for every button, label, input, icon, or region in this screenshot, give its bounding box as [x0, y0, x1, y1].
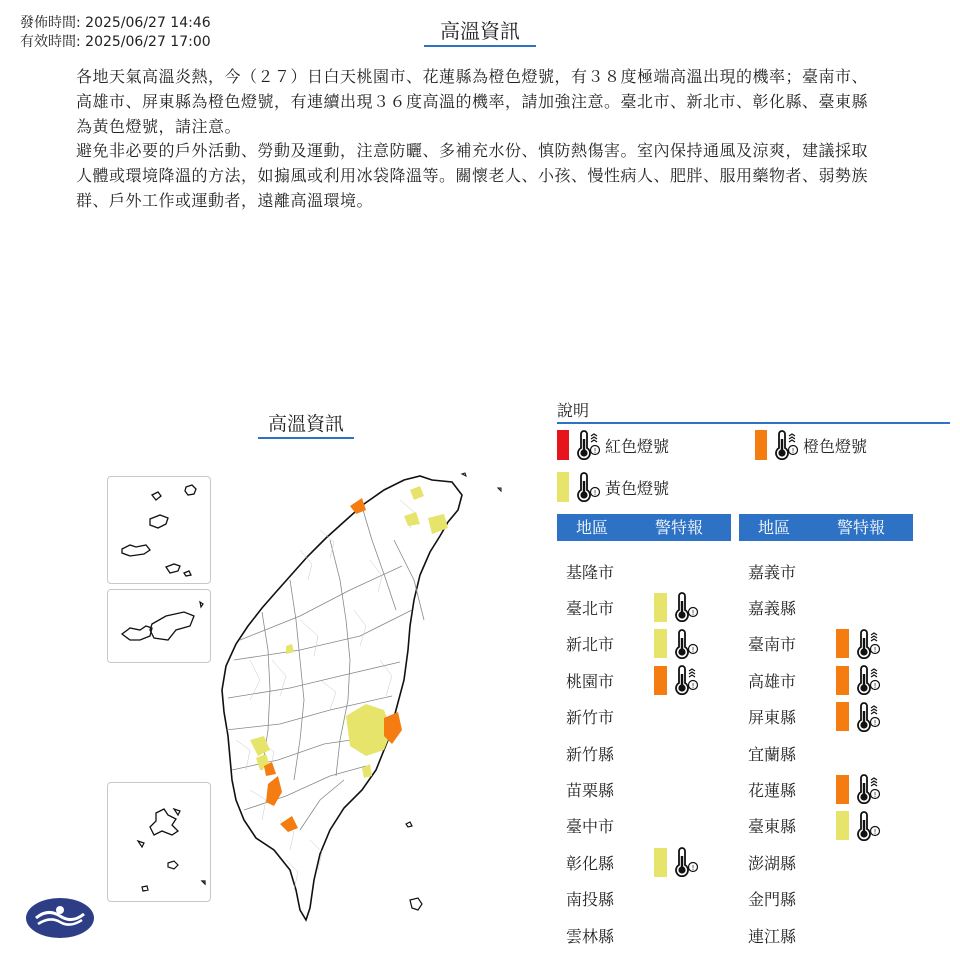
svg-text:!: !	[691, 864, 695, 873]
table-row	[739, 627, 881, 661]
thermometer-high-icon	[853, 702, 881, 732]
thermometer-icon	[573, 472, 601, 502]
orange-swatch	[836, 775, 849, 804]
region-name: 雲林縣	[566, 926, 615, 946]
legend-title: 說明	[557, 401, 590, 420]
table-row	[739, 882, 836, 916]
advisory-paragraph-2: 避免非必要的戶外活動、勞動及運動，注意防曬、多補充水份、慎防熱傷害。室內保持通風及涼爽，建議採取人體或環境降溫的方法，如搧風或利用冰袋降溫等。關懷老人、小孩、慢性病人、肥胖、服用藥物者、弱勢族群、戶外工作或運動者，遠離高溫環境。	[76, 141, 869, 210]
red-swatch	[557, 430, 569, 460]
legend-orange	[755, 430, 867, 460]
issue-time: 發佈時間: 2025/06/27 14:46	[20, 15, 211, 31]
orange-swatch	[836, 629, 849, 658]
table-header-right	[739, 514, 913, 541]
table-row	[739, 809, 881, 843]
region-name: 金門縣	[748, 890, 797, 910]
alert-level-yellow	[654, 847, 699, 877]
header-region: 地區	[575, 518, 608, 537]
alert-level-orange	[836, 665, 881, 695]
svg-text:!: !	[873, 682, 877, 691]
region-name: 新北市	[566, 635, 615, 655]
table-row	[557, 663, 699, 697]
legend-red	[557, 430, 669, 460]
thermometer-high-icon	[771, 430, 799, 460]
svg-text:!: !	[691, 682, 695, 691]
map-title: 高溫資訊	[258, 412, 354, 439]
region-name: 宜蘭縣	[748, 744, 797, 764]
legend-yellow	[557, 472, 669, 502]
svg-text:!: !	[691, 645, 695, 654]
region-name: 臺北市	[566, 598, 615, 618]
table-row	[739, 590, 836, 624]
alert-level-yellow	[654, 629, 699, 659]
region-name: 苗栗縣	[566, 780, 615, 800]
legend-yellow-label: 黃色燈號	[605, 478, 670, 498]
svg-text:!: !	[593, 489, 597, 497]
table-row	[739, 700, 881, 734]
alert-level-orange	[654, 665, 699, 695]
table-row	[739, 663, 881, 697]
valid-time: 有效時間: 2025/06/27 17:00	[20, 34, 211, 50]
orange-swatch	[654, 666, 667, 695]
alert-level-orange	[836, 774, 881, 804]
region-name: 臺南市	[748, 635, 797, 655]
svg-text:!: !	[873, 718, 877, 727]
table-row	[557, 700, 654, 734]
header-region: 地區	[757, 518, 790, 537]
svg-text:!: !	[593, 447, 597, 455]
table-row	[557, 772, 654, 806]
region-name: 臺東縣	[748, 817, 797, 837]
table-row	[557, 627, 699, 661]
region-name: 桃園市	[566, 671, 615, 691]
region-name: 南投縣	[566, 890, 615, 910]
svg-text:!: !	[873, 827, 877, 836]
thermometer-icon	[671, 592, 699, 622]
alert-level-yellow	[836, 811, 881, 841]
orange-swatch	[836, 666, 849, 695]
taiwan-island-outline	[222, 476, 462, 920]
header-alert: 警特報	[654, 518, 703, 537]
svg-text:!: !	[691, 609, 695, 618]
orange-swatch	[836, 702, 849, 731]
yellow-swatch	[654, 593, 667, 622]
yellow-swatch	[557, 472, 569, 502]
thermometer-high-icon	[853, 774, 881, 804]
thermometer-high-icon	[573, 430, 601, 460]
region-name: 連江縣	[748, 926, 797, 946]
taiwan-map	[0, 440, 520, 960]
svg-text:!: !	[791, 447, 795, 455]
svg-text:!: !	[873, 791, 877, 800]
region-name: 屏東縣	[748, 708, 797, 728]
region-name: 彰化縣	[566, 853, 615, 873]
region-name: 臺中市	[566, 817, 615, 837]
thermometer-high-icon	[853, 629, 881, 659]
table-row	[557, 809, 654, 843]
table-row	[557, 918, 654, 952]
alert-level-orange	[836, 629, 881, 659]
thermometer-icon	[671, 629, 699, 659]
table-row	[557, 845, 699, 879]
alert-level-yellow	[654, 592, 699, 622]
region-name: 嘉義市	[748, 562, 797, 582]
region-name: 基隆市	[566, 562, 615, 582]
yellow-swatch	[836, 811, 849, 840]
legend-divider	[557, 422, 950, 424]
table-row	[739, 845, 836, 879]
table-row	[739, 554, 836, 588]
thermometer-icon	[671, 847, 699, 877]
region-name: 新竹縣	[566, 744, 615, 764]
yellow-swatch	[654, 848, 667, 877]
legend-orange-label: 橙色燈號	[803, 436, 868, 456]
region-name: 嘉義縣	[748, 598, 797, 618]
table-row	[557, 590, 699, 624]
table-row	[557, 554, 654, 588]
table-row	[739, 918, 836, 952]
table-row	[739, 772, 881, 806]
thermometer-icon	[853, 811, 881, 841]
table-row	[739, 736, 836, 770]
thermometer-high-icon	[671, 665, 699, 695]
header-alert: 警特報	[836, 518, 885, 537]
thermometer-high-icon	[853, 665, 881, 695]
page-title: 高溫資訊	[424, 18, 536, 47]
advisory-paragraph-1: 各地天氣高溫炎熱，今（２７）日白天桃園市、花蓮縣為橙色燈號，有３８度極端高溫出現的機率；臺南市、高雄市、屏東縣為橙色燈號，有連續出現３６度高溫的機率，請加強注意。臺北市、新北市、彰化縣、臺東縣為黃色燈號，請注意。	[76, 67, 869, 136]
orange-swatch	[755, 430, 767, 460]
table-row	[557, 882, 654, 916]
region-name: 花蓮縣	[748, 780, 797, 800]
region-name: 高雄市	[748, 671, 797, 691]
table-row	[557, 736, 654, 770]
yellow-swatch	[654, 629, 667, 658]
alert-level-orange	[836, 702, 881, 732]
region-name: 新竹市	[566, 708, 615, 728]
region-name: 澎湖縣	[748, 853, 797, 873]
svg-text:!: !	[873, 645, 877, 654]
legend-red-label: 紅色燈號	[605, 436, 670, 456]
table-header-left	[557, 514, 731, 541]
agency-logo	[24, 896, 96, 940]
